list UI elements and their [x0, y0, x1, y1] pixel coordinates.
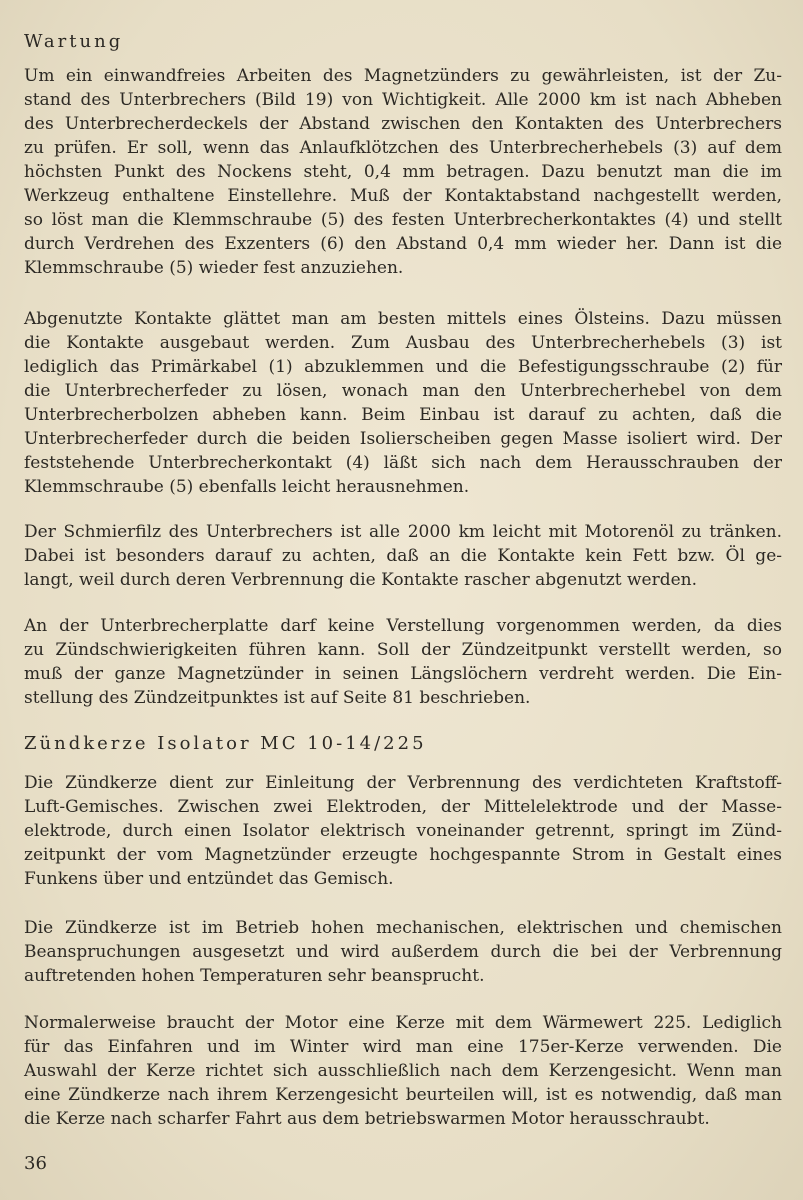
text-line: zeitpunkt der vom Magnetzünder erzeugte hochgespannte Strom in Gestalt eines [24, 845, 782, 865]
page-number: 36 [24, 1153, 47, 1174]
text-line: für das Einfahren und im Winter wird man eine 175er-Kerze verwenden. Die [24, 1037, 782, 1057]
text-line: feststehende Unterbrecherkontakt (4) läßt sich nach dem Herausschrauben der [24, 453, 782, 473]
text-line: An der Unterbrecherplatte darf keine Verstellung vorgenommen werden, da dies [24, 616, 782, 636]
text-line: Die Zündkerze ist im Betrieb hohen mechanischen, elektrischen und chemischen [24, 918, 782, 938]
text-line: Der Schmierfilz des Unterbrechers ist alle 2000 km leicht mit Motorenöl zu tränken. [24, 522, 782, 542]
text-line: Auswahl der Kerze richtet sich ausschließlich nach dem Kerzengesicht. Wenn man [24, 1061, 782, 1081]
text-line: Funkens über und entzündet das Gemisch. [24, 869, 394, 889]
paragraph-heat-value [24, 1011, 782, 1131]
text-line: durch Verdrehen des Exzenters (6) den Abstand 0,4 mm wieder her. Dann ist die [24, 234, 782, 254]
text-line: auftretenden hohen Temperaturen sehr beansprucht. [24, 966, 485, 986]
paragraph-worn-contacts [24, 307, 782, 499]
text-line: muß der ganze Magnetzünder in seinen Längslöchern verdreht werden. Die Ein- [24, 664, 782, 684]
text-line: zu Zündschwierigkeiten führen kann. Soll der Zündzeitpunkt verstellt werden, so [24, 640, 782, 660]
text-line: die Kontakte ausgebaut werden. Zum Ausbau des Unterbrecherhebels (3) ist [24, 333, 782, 353]
text-line: Abgenutzte Kontakte glättet man am besten mittels eines Ölsteins. Dazu müssen [24, 309, 782, 329]
text-line: die Unterbrecherfeder zu lösen, wonach man den Unterbrecherhebel von dem [24, 381, 782, 401]
text-line: eine Zündkerze nach ihrem Kerzengesicht beurteilen will, ist es notwendig, daß man [24, 1085, 782, 1105]
text-line: stand des Unterbrechers (Bild 19) von Wichtigkeit. Alle 2000 km ist nach Abheben [24, 90, 782, 110]
text-line: stellung des Zündzeitpunktes ist auf Seite 81 beschrieben. [24, 688, 531, 708]
text-line: Unterbrecherfeder durch die beiden Isolierscheiben gegen Masse isoliert wird. Der [24, 429, 782, 449]
text-line: Unterbrecherbolzen abheben kann. Beim Einbau ist darauf zu achten, daß die [24, 405, 782, 425]
section-heading-zuendkerze: Zündkerze Isolator MC 10-14/225 [24, 733, 427, 754]
text-line: Klemmschraube (5) wieder fest anzuziehen. [24, 258, 404, 278]
text-line: Normalerweise braucht der Motor eine Kerze mit dem Wärmewert 225. Lediglich [24, 1013, 782, 1033]
text-line: elektrode, durch einen Isolator elektrisch voneinander getrennt, springt im Zünd- [24, 821, 782, 841]
text-line: höchsten Punkt des Nockens steht, 0,4 mm betragen. Dazu benutzt man die im [24, 162, 782, 182]
text-line: so löst man die Klemmschraube (5) des festen Unterbrecherkontaktes (4) und stellt [24, 210, 782, 230]
text-line: Beanspruchungen ausgesetzt und wird außerdem durch die bei der Verbrennung [24, 942, 782, 962]
paragraph-contact-gap [24, 64, 782, 280]
text-line: Werkzeug enthaltene Einstellehre. Muß der Kontaktabstand nachgestellt werden, [24, 186, 782, 206]
text-line: Luft-Gemisches. Zwischen zwei Elektroden, der Mittelelektrode und der Masse- [24, 797, 782, 817]
text-line: langt, weil durch deren Verbrennung die Kontakte rascher abgenutzt werden. [24, 570, 698, 590]
text-line: Klemmschraube (5) ebenfalls leicht herausnehmen. [24, 477, 470, 497]
paragraph-spark-plug-function [24, 771, 782, 891]
paragraph-breaker-plate [24, 614, 782, 710]
text-line: lediglich das Primärkabel (1) abzuklemmen und die Befestigungsschraube (2) für [24, 357, 782, 377]
text-line: des Unterbrecherdeckels der Abstand zwischen den Kontakten des Unterbrechers [24, 114, 782, 134]
paragraph-lubricating-felt [24, 520, 782, 592]
text-line: Dabei ist besonders darauf zu achten, daß an die Kontakte kein Fett bzw. Öl ge- [24, 546, 782, 566]
text-line: zu prüfen. Er soll, wenn das Anlaufklötzchen des Unterbrecherhebels (3) auf dem [24, 138, 782, 158]
text-line: Um ein einwandfreies Arbeiten des Magnetzünders zu gewährleisten, ist der Zu- [24, 66, 782, 86]
text-line: Die Zündkerze dient zur Einleitung der Verbrennung des verdichteten Kraftstoff- [24, 773, 782, 793]
text-line: die Kerze nach scharfer Fahrt aus dem betriebswarmen Motor herausschraubt. [24, 1109, 710, 1129]
section-heading-wartung: Wartung [24, 31, 124, 52]
paragraph-spark-plug-stress [24, 916, 782, 988]
